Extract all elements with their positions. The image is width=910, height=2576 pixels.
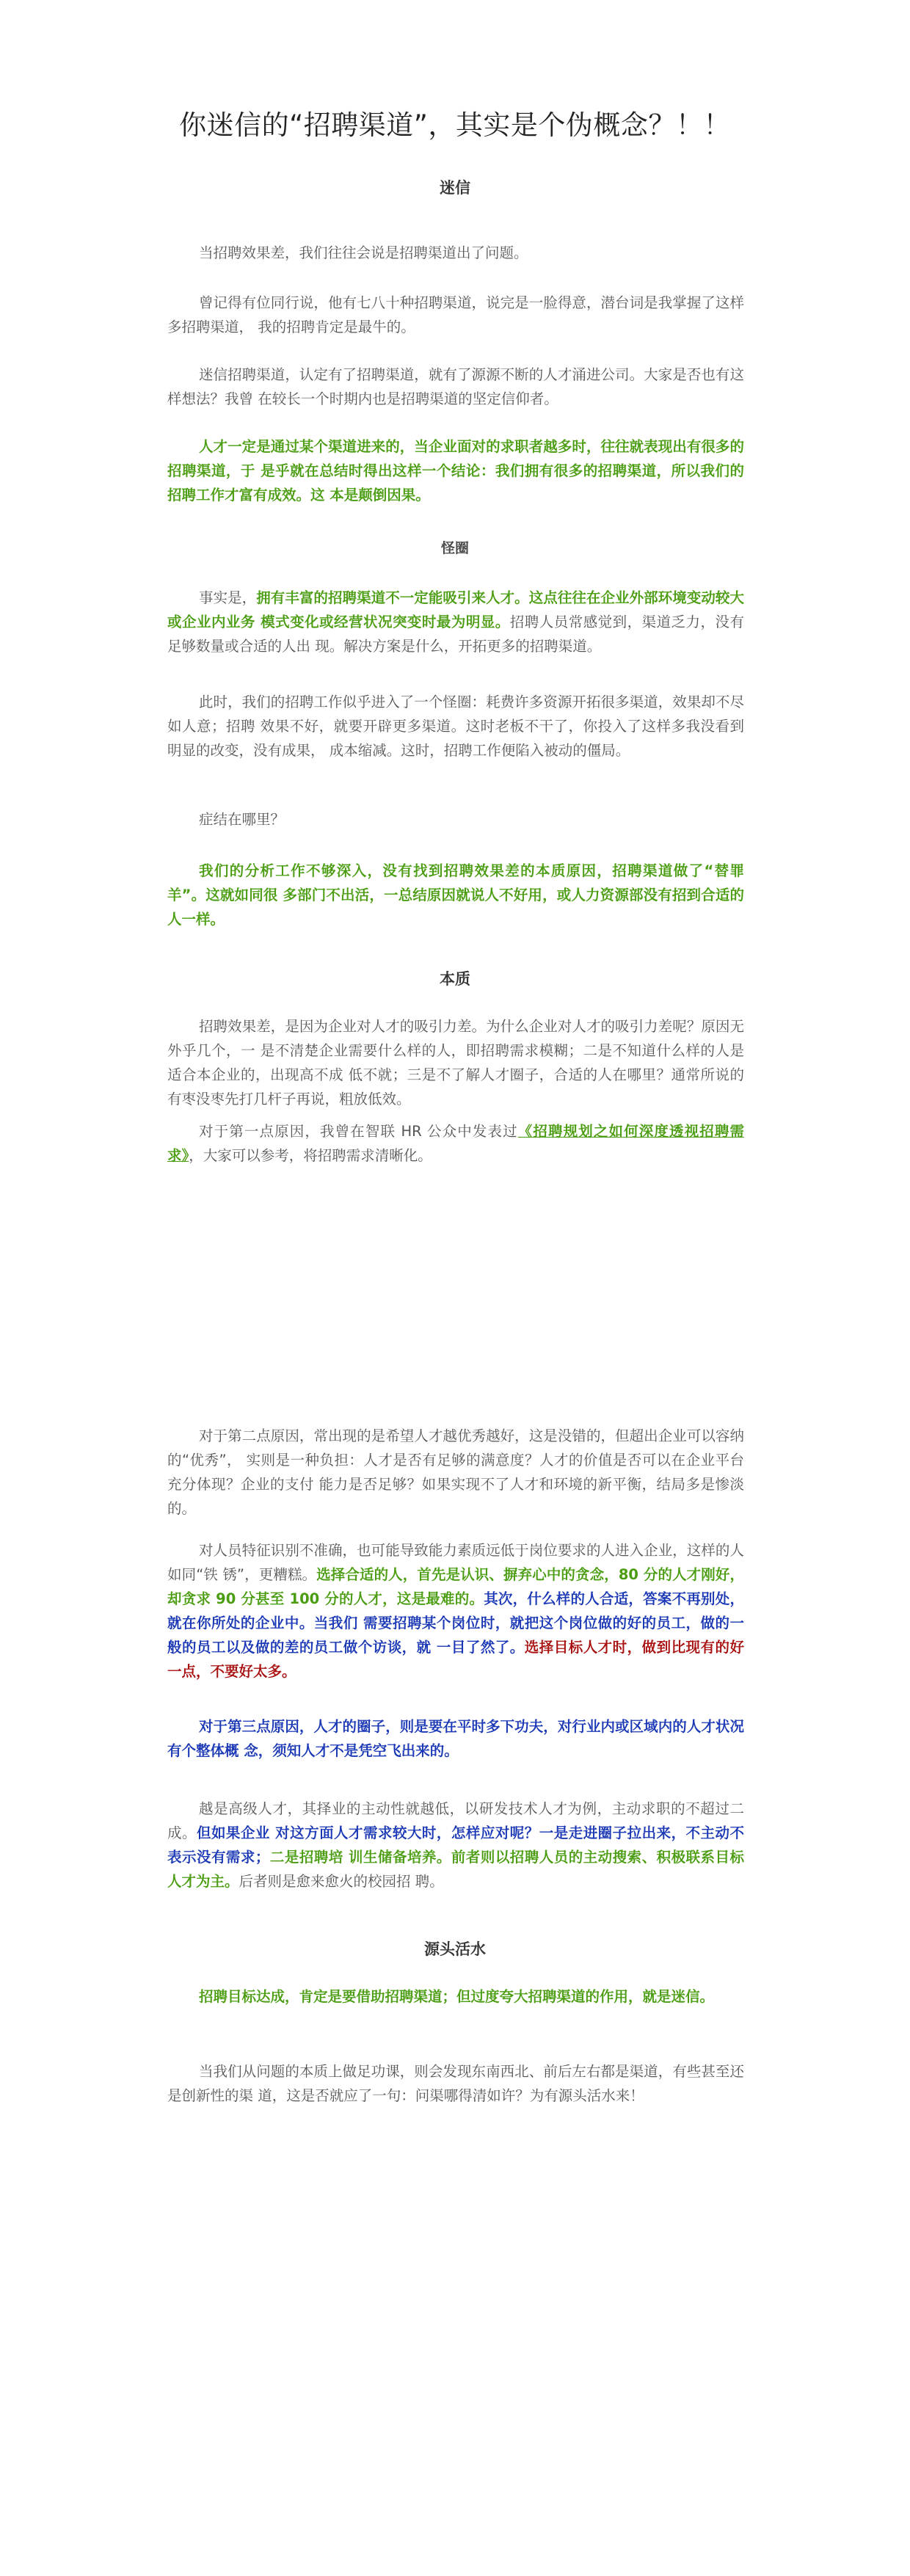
paragraph-13-highlight: 对于第三点原因，人才的圈子，则是要在平时多下功夫，对行业内或区域内的人才状况有个整体概 念，须知人才不是凭空飞出来的。 (167, 1718, 744, 1759)
paragraph-12 (167, 1538, 744, 1684)
paragraph-11: 对于第二点原因，常出现的是希望人才越优秀越好，这是没错的，但超出企业可以容纳的“优秀”， 实则是一种负担：人才是否有足够的满意度？人才的价值是否可以在企业平台充分体现？企业的支付 能力是否足够？如果实现不了人才和环境的新平衡，结局多是惨淡的。 (167, 1427, 744, 1517)
paragraph-12-red: 选择目标人才时，做到比现有的好一点，不要好太多。 (167, 1639, 744, 1680)
paragraph-12-blue: 其次，什么样的人合适，答案不再别处，就在你所处的企业中。当我们 需要招聘某个岗位时，就把这个岗位做的好的员工，做的一般的员工以及做的差的员工做个访谈，就 一目了然了。 (167, 1590, 744, 1656)
paragraph-4-highlight: 人才一定是通过某个渠道进来的，当企业面对的求职者越多时，往往就表现出有很多的招聘渠道，于 是乎就在总结时得出这样一个结论：我们拥有很多的招聘渠道，所以我们的招聘工作才富有成效。这 本是颠倒因果。 (167, 438, 744, 503)
paragraph-14-lead: 越是高级人才，其择业的主动性就越低，以研发技术人才为例，主动求职的不超过二成。 (167, 1800, 744, 1841)
paragraph-14-tail: 后者则是愈来愈火的校园招 聘。 (239, 1873, 444, 1890)
paragraph-14-blue: 但如果企业 对这方面人才需求较大时，怎样应对呢？一是走进圈子拉出来，不主动不表示没有需求； (167, 1824, 744, 1866)
section-heading-superstition: 迷信 (440, 179, 470, 197)
image-placeholder-blank (167, 1163, 744, 1409)
paragraph-5-lead: 事实是， (199, 589, 257, 606)
paragraph-16: 当我们从问题的本质上做足功课，则会发现东南西北、前后左右都是渠道，有些甚至还是创新性的渠 道，这是否就应了一句：问渠哪得清如许？为有源头活水来！ (167, 2063, 744, 2104)
paragraph-5 (167, 586, 744, 658)
paragraph-2: 曾记得有位同行说，他有七八十种招聘渠道，说完是一脸得意，潜台词是我掌握了这样多招聘渠道， 我的招聘肯定是最牛的。 (167, 294, 744, 335)
paragraph-1: 当招聘效果差，我们往往会说是招聘渠道出了问题。 (199, 244, 528, 261)
paragraph-10 (167, 1119, 744, 1168)
paragraph-6: 此时，我们的招聘工作似乎进入了一个怪圈：耗费许多资源开拓很多渠道，效果却不尽如人意；招聘 效果不好，就要开辟更多渠道。这时老板不干了，你投入了这样多我没看到明显的改变，没有成果， 成本缩减。这时，招聘工作便陷入被动的僵局。 (167, 694, 744, 759)
section-heading-source: 源头活水 (424, 1940, 486, 1958)
paragraph-10-lead: 对于第一点原因，我曾在智联 HR 公众中发表过 (199, 1123, 518, 1140)
paragraph-10-tail: ，大家可以参考，将招聘需求清晰化。 (189, 1147, 432, 1164)
paragraph-5-tail: 招聘人员常感觉到，渠道乏力，没有足够数量或合适的人出 现。解决方案是什么，开拓更多的招聘渠道。 (167, 614, 744, 655)
paragraph-8-highlight: 我们的分析工作不够深入，没有找到招聘效果差的本质原因，招聘渠道做了“替罪羊”。这就如同很 多部门不出活，一总结原因就说人不好用，或人力资源部没有招到合适的人一样。 (167, 862, 744, 928)
paragraph-14 (167, 1797, 744, 1893)
section-heading-essence: 本质 (440, 970, 470, 988)
paragraph-9: 招聘效果差，是因为企业对人才的吸引力差。为什么企业对人才的吸引力差呢？原因无外乎几个，一 是不清楚企业需要什么样的人，即招聘需求模糊；二是不知道什么样的人是适合本企业的，出现高不成 低不就；三是不了解人才圈子，合适的人在哪里？通常所说的有枣没枣先打几杆子再说，粗放低效。 (167, 1018, 744, 1107)
paragraph-14-green: 二是招聘培 训生储备培养。前者则以招聘人员的主动搜索、积极联系目标人才为主。 (167, 1849, 744, 1890)
paragraph-3: 迷信招聘渠道，认定有了招聘渠道，就有了源源不断的人才涌进公司。大家是否也有这样想法？我曾 在较长一个时期内也是招聘渠道的坚定信仰者。 (167, 366, 744, 407)
paragraph-5-highlight: 拥有丰富的招聘渠道不一定能吸引来人才。这点往往在企业外部环境变动较大或企业内业务 模式变化或经营状况突变时最为明显。 (167, 589, 744, 630)
paragraph-15-highlight: 招聘目标达成，肯定是要借助招聘渠道；但过度夸大招聘渠道的作用，就是迷信。 (199, 1988, 715, 2005)
article-link[interactable]: 《招聘规划之如何深度透视招聘需求》 (167, 1123, 744, 1164)
paragraph-12-green: 选择合适的人，首先是认识、摒弃心中的贪念，80 分的人才刚好，却贪求 90 分甚至 100 分的人才，这是最难的。 (167, 1566, 744, 1607)
paragraph-7: 症结在哪里？ (199, 811, 285, 828)
paragraph-12-lead: 对人员特征识别不准确，也可能导致能力素质远低于岗位要求的人进入企业，这样的人如同“铁 锈”，更糟糕。 (167, 1542, 744, 1583)
article-title: 你迷信的“招聘渠道”，其实是个伪概念？！！ (179, 109, 731, 141)
section-subheading-loop: 怪圈 (440, 540, 469, 556)
